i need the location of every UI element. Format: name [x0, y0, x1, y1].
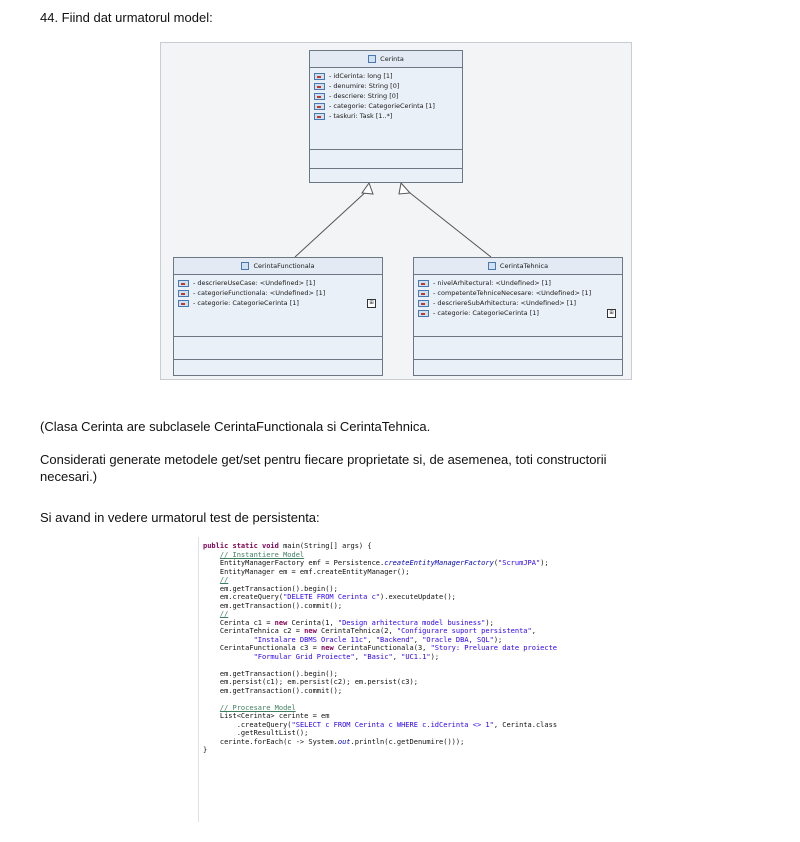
code-token: );	[493, 635, 503, 644]
class-header	[174, 258, 382, 275]
code-token: .createQuery(	[236, 720, 292, 729]
code-line	[203, 729, 682, 738]
attribute-text: - categorieFunctionala: <Undefined> [1]	[193, 289, 326, 297]
code-line	[203, 576, 682, 585]
code-token: CerintaTehnica(2,	[321, 627, 397, 635]
code-token: ,	[354, 652, 364, 661]
paragraph-assumptions	[40, 451, 780, 485]
class-header	[414, 258, 622, 275]
code-line	[203, 678, 682, 687]
code-token: //	[219, 610, 229, 618]
code-token: cerinte.forEach(c -> System.	[219, 737, 338, 746]
code-token: "DELETE FROM Cerinta c"	[283, 593, 381, 601]
attribute-text: - descriereSubArhitectura: <Undefined> [1]	[433, 299, 577, 307]
code-token: ,	[413, 635, 423, 644]
code-line	[203, 542, 682, 551]
code-line	[203, 695, 682, 704]
code-token: public static void	[203, 542, 284, 550]
attribute	[314, 71, 458, 81]
attribute	[314, 91, 458, 101]
code-token: , Cerinta.class	[493, 720, 558, 729]
override-icon: ⊞	[607, 309, 616, 318]
code-token: "SELECT c FROM Cerinta c WHERE c.idCerinta <> 1"	[291, 720, 494, 729]
attribute-text: - idCerinta: long [1]	[329, 72, 393, 80]
paragraph-assumptions-line1: Considerati generate metodele get/set pentru fiecare proprietate si, de asemenea, toti constructorii	[40, 452, 607, 467]
code-line	[203, 593, 682, 602]
class-name: Cerinta	[380, 55, 404, 63]
code-token: CerintaFunctionala(3,	[337, 644, 431, 652]
class-cerinta[interactable]	[309, 50, 463, 183]
attribute	[178, 288, 378, 298]
property-icon	[418, 300, 429, 307]
code-token: "Backend"	[375, 635, 414, 644]
code-token: .println(c.getDenumire()));	[350, 737, 465, 746]
code-token: "Design arhitectura model business"	[337, 618, 486, 627]
property-icon	[314, 73, 325, 80]
attribute	[418, 278, 618, 288]
attribute	[178, 278, 378, 288]
attribute-text: - taskuri: Task [1..*]	[329, 112, 393, 120]
code-token: em.getTransaction().commit();	[219, 686, 343, 695]
code-line	[203, 721, 682, 730]
code-token: "Story: Preluare date proiecte	[430, 644, 558, 652]
code-token: createEntityManagerFactory	[384, 559, 494, 567]
code-line	[203, 687, 682, 696]
attribute	[418, 298, 618, 308]
attribute-text: - categorie: CategorieCerinta [1]	[193, 299, 299, 307]
attribute	[314, 101, 458, 111]
code-token: }	[203, 746, 208, 754]
code-line	[203, 551, 682, 560]
attribute-text: - competenteTehniceNecesare: <Undefined> [1]	[433, 289, 592, 297]
class-name: CerintaTehnica	[499, 262, 549, 270]
paragraph-assumptions-line2: necesari.)	[40, 469, 98, 484]
code-token: new	[274, 618, 292, 627]
attribute-text: - categorie: CategorieCerinta [1]	[329, 102, 435, 110]
right-generalization-arrow	[399, 183, 410, 194]
code-token: "Formular Grid Proiecte"	[253, 652, 355, 661]
code-token: em.getTransaction().commit();	[219, 601, 343, 610]
uml-class-diagram	[160, 42, 632, 380]
code-line	[203, 661, 682, 670]
attribute-text: - descriereUseCase: <Undefined> [1]	[193, 279, 316, 287]
class-cerinta-tehnica[interactable]	[413, 257, 623, 376]
property-icon	[178, 290, 189, 297]
java-code-block	[198, 537, 682, 822]
attribute	[418, 288, 618, 298]
code-token: // Procesare Model	[219, 703, 296, 712]
paragraph-test-intro: Si avand in vedere urmatorul test de persistenta:	[40, 510, 320, 525]
code-token: Cerinta c1 =	[219, 618, 275, 627]
property-icon	[314, 83, 325, 90]
attribute	[314, 111, 458, 121]
code-line	[203, 644, 682, 653]
code-token: new	[304, 627, 322, 635]
code-token: em.getTransaction().begin();	[219, 669, 338, 678]
code-token: new	[321, 644, 338, 652]
property-icon	[178, 300, 189, 307]
attribute-text: - nivelArhitectural: <Undefined> [1]	[433, 279, 551, 287]
class-icon	[241, 262, 249, 270]
code-token: EntityManager em = emf.createEntityManager();	[219, 567, 410, 576]
attribute-text: - denumire: String [0]	[329, 82, 400, 90]
code-line	[203, 627, 682, 636]
code-token: List<Cerinta> cerinte = em	[219, 712, 330, 720]
property-icon	[178, 280, 189, 287]
code-token: CerintaTehnica c2 =	[219, 627, 305, 635]
attribute-text: - descriere: String [0]	[329, 92, 399, 100]
code-line	[203, 670, 682, 679]
property-icon	[418, 290, 429, 297]
property-icon	[314, 113, 325, 120]
class-name: CerintaFunctionala	[253, 262, 315, 270]
code-token: em.getTransaction().begin();	[219, 584, 338, 593]
code-line	[203, 559, 682, 568]
code-line	[203, 636, 682, 645]
code-token: Cerinta(1,	[291, 618, 338, 627]
code-token: (	[493, 559, 499, 567]
code-token: out	[337, 737, 351, 746]
code-line	[203, 585, 682, 594]
code-token: EntityManagerFactory emf = Persistence.	[219, 559, 385, 567]
code-line	[203, 653, 682, 662]
code-token: CerintaFunctionala c3 =	[219, 644, 322, 652]
code-token: ,	[531, 627, 536, 635]
property-icon	[418, 280, 429, 287]
code-token: em.persist(c1); em.persist(c2); em.persist(c3);	[219, 678, 418, 686]
class-header	[310, 51, 462, 68]
code-token: em.createQuery(	[219, 593, 284, 601]
operations-compartment	[414, 337, 622, 360]
code-token: main(String[] args) {	[283, 542, 372, 550]
attributes-compartment	[414, 275, 622, 337]
paragraph-subclasses: (Clasa Cerinta are subclasele CerintaFunctionala si CerintaTehnica.	[40, 419, 431, 434]
code-token: );	[430, 652, 440, 661]
code-token: ).executeUpdate();	[380, 593, 456, 601]
code-token: ,	[392, 652, 402, 661]
operations-compartment	[310, 150, 462, 169]
code-token: );	[540, 559, 549, 567]
property-icon	[418, 310, 429, 317]
code-token: "Oracle DBA, SQL"	[422, 635, 494, 644]
property-icon	[314, 103, 325, 110]
code-token: "ScrumJPA"	[498, 559, 541, 567]
code-line	[203, 746, 682, 755]
code-line	[203, 610, 682, 619]
property-icon	[314, 93, 325, 100]
left-generalization-line	[295, 189, 369, 257]
code-line	[203, 568, 682, 577]
code-token: "Instalare DBMS Oracle 11c"	[253, 635, 368, 644]
attributes-compartment	[310, 68, 462, 150]
attribute	[314, 81, 458, 91]
attributes-compartment	[174, 275, 382, 337]
code-token: ,	[367, 635, 376, 644]
code-token: "Configurare suport persistenta"	[396, 627, 532, 635]
attribute-text: - categorie: CategorieCerinta [1]	[433, 309, 539, 317]
code-token: );	[485, 618, 494, 627]
code-line	[203, 602, 682, 611]
class-cerinta-functionala[interactable]	[173, 257, 383, 376]
code-line	[203, 712, 682, 721]
question-title: 44. Fiind dat urmatorul model:	[40, 10, 213, 25]
attribute	[418, 308, 618, 318]
class-icon	[368, 55, 376, 63]
code-line	[203, 704, 682, 713]
code-token: "Basic"	[363, 652, 393, 661]
attribute	[178, 298, 378, 308]
code-line	[203, 619, 682, 628]
code-token: .getResultList();	[236, 729, 309, 737]
class-icon	[488, 262, 496, 270]
code-line	[203, 738, 682, 747]
code-token: //	[219, 576, 229, 584]
override-icon: ⊞	[367, 299, 376, 308]
left-generalization-arrow	[362, 183, 373, 194]
right-generalization-line	[405, 189, 491, 257]
operations-compartment	[174, 337, 382, 360]
code-token: // Instantiere Model	[219, 550, 305, 559]
code-token: "UC1.1"	[401, 652, 431, 661]
